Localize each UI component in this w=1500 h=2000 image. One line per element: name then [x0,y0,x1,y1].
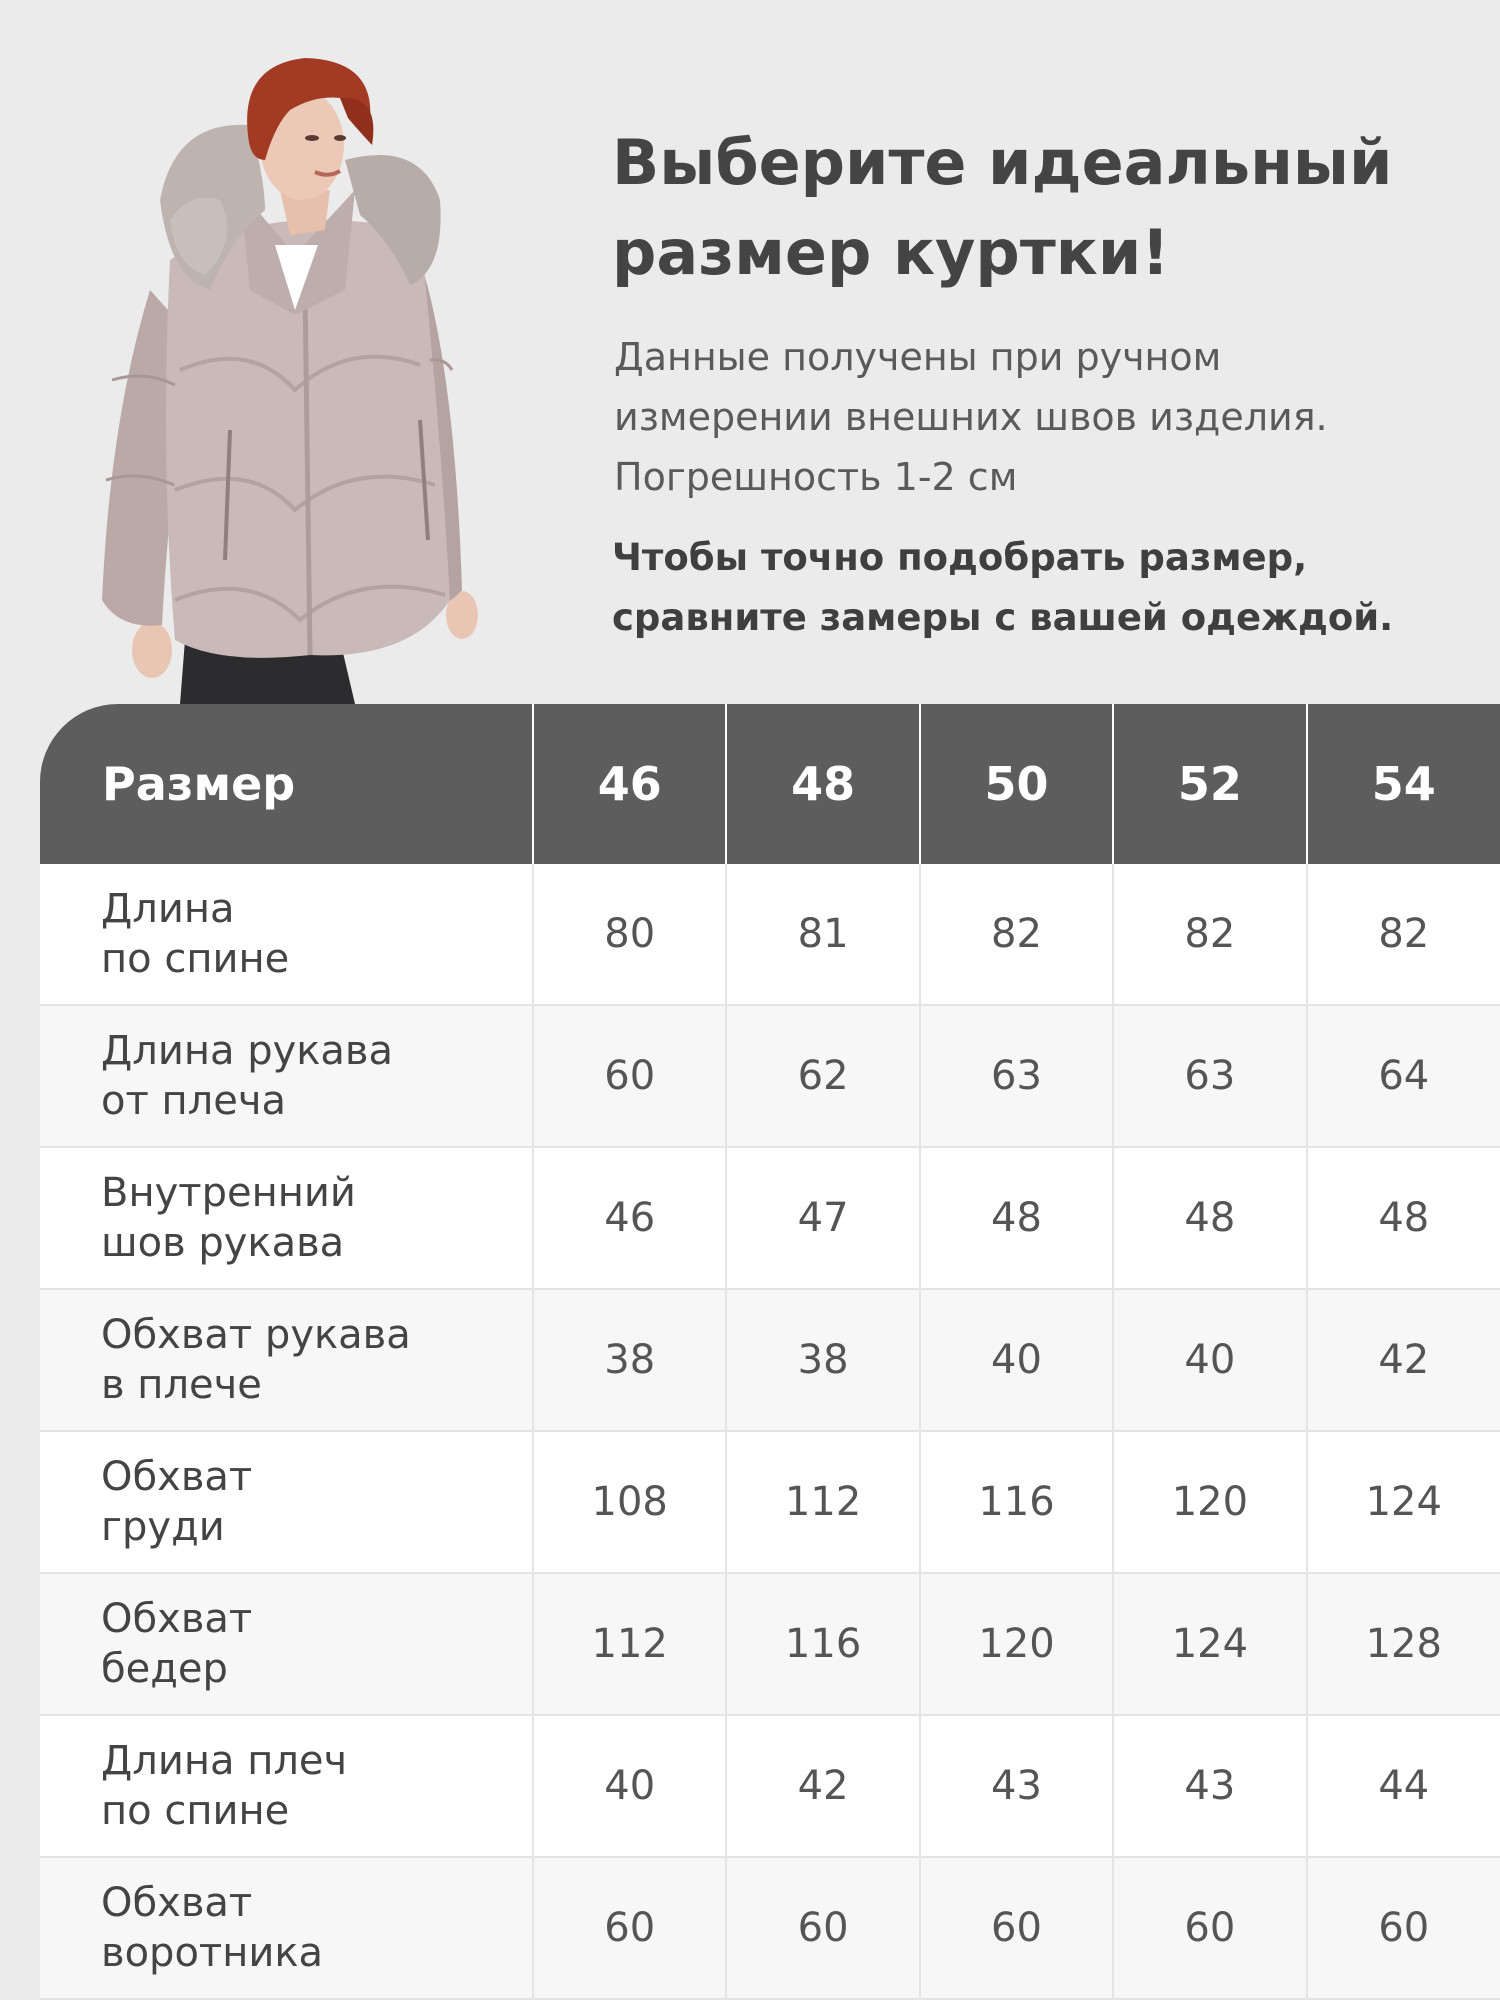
size-header-cell: 50 [920,704,1113,864]
measurement-label: Внутренний шов рукава [40,1147,533,1289]
measurement-value: 120 [1113,1431,1306,1573]
measurement-value: 82 [1307,864,1500,1005]
measurement-value: 128 [1307,1573,1500,1715]
measurement-value: 116 [920,1431,1113,1573]
measurement-value: 40 [1113,1289,1306,1431]
measurement-value: 120 [920,1573,1113,1715]
measurement-value: 124 [1307,1431,1500,1573]
measurement-value: 63 [920,1005,1113,1147]
measurement-note: Данные получены при ручном измерении внешних швов изделия. Погрешность 1-2 см [614,335,1328,499]
measurement-value: 44 [1307,1715,1500,1857]
measurement-value: 63 [1113,1005,1306,1147]
measurement-value: 60 [1307,1857,1500,1999]
table-row [40,864,1500,1005]
measurement-value: 43 [920,1715,1113,1857]
measurement-value: 108 [533,1431,726,1573]
table-row [40,1289,1500,1431]
measurement-value: 47 [726,1147,919,1289]
size-header-cell: 54 [1307,704,1500,864]
measurement-value: 80 [533,864,726,1005]
size-chart-table [40,704,1500,2000]
model-jacket-illustration [90,40,490,704]
measurement-value: 82 [1113,864,1306,1005]
measurement-label: Длина плеч по спине [40,1715,533,1857]
table-row [40,1147,1500,1289]
model-photo [90,40,490,704]
page-title: Выберите идеальный размер куртки! [612,126,1393,289]
measurement-value: 42 [726,1715,919,1857]
measurement-value: 112 [726,1431,919,1573]
measurement-value: 38 [533,1289,726,1431]
measurement-value: 42 [1307,1289,1500,1431]
measurement-label: Обхват груди [40,1431,533,1573]
measurement-value: 112 [533,1573,726,1715]
advice-text: Чтобы точно подобрать размер, сравните замеры с вашей одеждой. [612,536,1394,639]
measurement-label: Обхват бедер [40,1573,533,1715]
measurement-value: 48 [1113,1147,1306,1289]
measurement-value: 46 [533,1147,726,1289]
measurement-value: 124 [1113,1573,1306,1715]
measurement-value: 48 [920,1147,1113,1289]
measurement-value: 82 [920,864,1113,1005]
measurement-label: Длина рукава от плеча [40,1005,533,1147]
table-header-row [40,704,1500,864]
table-row [40,1005,1500,1147]
measurement-value: 40 [533,1715,726,1857]
measurement-value: 60 [1113,1857,1306,1999]
measurement-label: Длина по спине [40,864,533,1005]
measurement-value: 62 [726,1005,919,1147]
measurement-label: Обхват рукава в плече [40,1289,533,1431]
measurement-value: 60 [726,1857,919,1999]
table-row [40,1715,1500,1857]
size-header-label: Размер [40,704,533,864]
table-row [40,1857,1500,1999]
table-row [40,1573,1500,1715]
measurement-value: 60 [920,1857,1113,1999]
measurement-value: 48 [1307,1147,1500,1289]
measurement-value: 64 [1307,1005,1500,1147]
size-header-cell: 52 [1113,704,1306,864]
measurement-value: 40 [920,1289,1113,1431]
size-header-cell: 48 [726,704,919,864]
hero-section [0,0,1500,704]
measurement-value: 81 [726,864,919,1005]
measurement-value: 60 [533,1005,726,1147]
table-row [40,1431,1500,1573]
measurement-value: 116 [726,1573,919,1715]
measurement-label: Обхват воротника [40,1857,533,1999]
measurement-value: 60 [533,1857,726,1999]
measurement-value: 43 [1113,1715,1306,1857]
size-header-cell: 46 [533,704,726,864]
measurement-value: 38 [726,1289,919,1431]
